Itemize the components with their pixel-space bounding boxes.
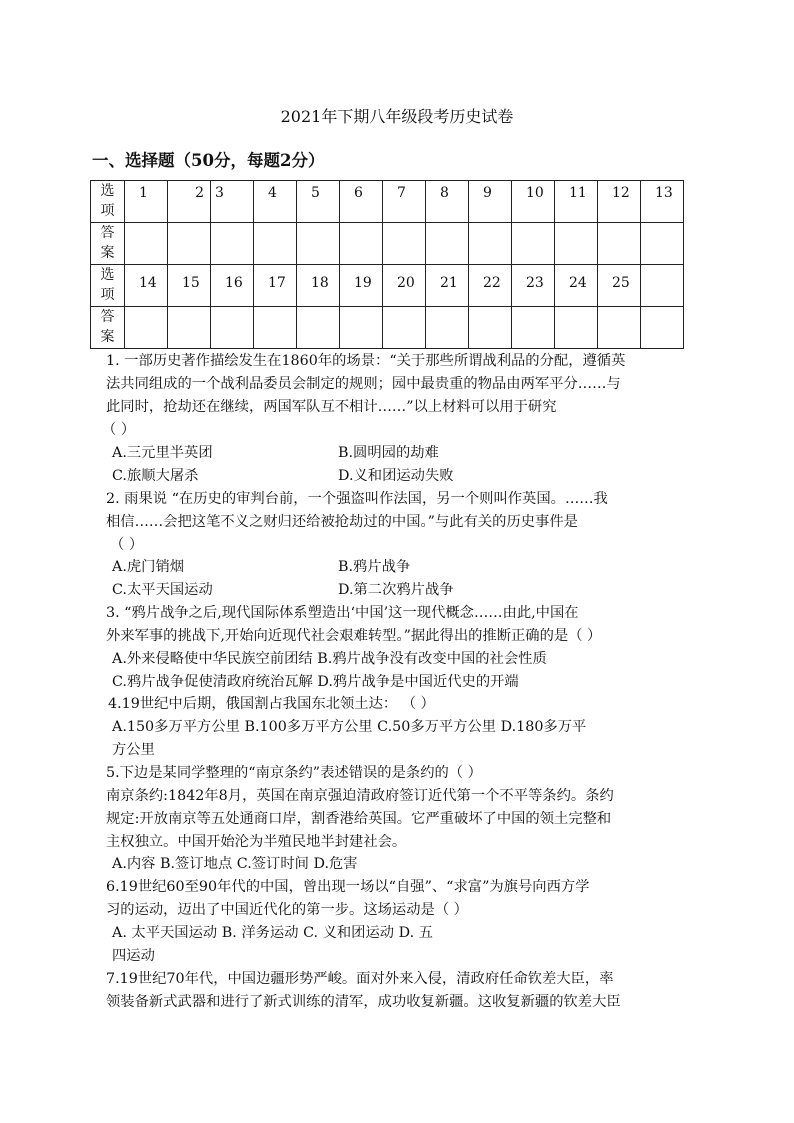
question-number-cell: 22 (469, 265, 512, 307)
question-number-cell: 17 (254, 265, 297, 307)
question-number-cell: 24 (555, 265, 598, 307)
answer-cell[interactable] (383, 223, 426, 265)
question-number-cell: 1 (125, 181, 168, 223)
question-number-cell: 21 (426, 265, 469, 307)
question-1-text: 1. 一部历史著作描绘发生在1860年的场景：“关于那些所谓战利品的分配，遵循英 (106, 353, 626, 369)
question-1-text: 法共同组成的一个战利品委员会制定的规则；园中最贵重的物品由两军平分……与 (106, 376, 621, 392)
question-number-cell: 25 (598, 265, 641, 307)
question-5-text: 主权独立。中国开始沦为半殖民地半封建社会。 (106, 834, 407, 850)
question-number-cell: 4 (254, 181, 297, 223)
row-label-option: 选 项 (91, 181, 125, 223)
answer-cell[interactable] (340, 307, 383, 349)
question-number-cell: 10 (512, 181, 555, 223)
question-3-text: 3. “鸦片战争之后,现代国际体系塑造出‘中国’这一现代概念……由此,中国在 (106, 605, 579, 621)
question-5-text: 南京条约:1842年8月，英国在南京强迫清政府签订近代第一个不平等条约。条约 (106, 788, 614, 804)
question-4-text: 4.19世纪中后期，俄国割占我国东北领土达： （ ） (108, 696, 435, 712)
question-6-options: 四运动 (112, 948, 155, 964)
answer-cell[interactable] (125, 223, 168, 265)
question-6-options: A. 太平天国运动 B. 洋务运动 C. 义和团运动 D. 五 (112, 925, 433, 941)
answer-cell[interactable] (125, 307, 168, 349)
answer-cell[interactable] (598, 307, 641, 349)
question-number-cell: 2 (168, 181, 211, 223)
question-number-cell: 19 (340, 265, 383, 307)
question-2-text: 2. 雨果说 “在历史的审判台前，一个强盗叫作法国，另一个则叫作英国。……我 (106, 491, 608, 507)
question-number-cell: 8 (426, 181, 469, 223)
row-label-answer: 答 案 (91, 223, 125, 265)
answer-cell[interactable] (211, 307, 254, 349)
question-7-text: 领装备新式武器和进行了新式训练的清军，成功收复新疆。这收复新疆的钦差大臣 (106, 994, 621, 1010)
question-number-cell: 11 (555, 181, 598, 223)
answer-cell[interactable] (254, 223, 297, 265)
answer-blank: （ ） (102, 422, 136, 438)
question-5-text: 5.下边是某同学整理的“南京条约”表述错误的是条约的（ ） (106, 765, 482, 781)
answer-cell[interactable] (512, 307, 555, 349)
answer-cell[interactable] (641, 223, 684, 265)
question-number-cell: 13 (641, 181, 684, 223)
answer-cell[interactable] (168, 223, 211, 265)
answer-cell[interactable] (469, 307, 512, 349)
option-b: B.鸦片战争 (338, 559, 411, 575)
question-number-cell: 23 (512, 265, 555, 307)
option-d: D.第二次鸦片战争 (338, 582, 454, 598)
table-row (91, 307, 684, 349)
table-row (91, 181, 684, 223)
answer-cell[interactable] (211, 223, 254, 265)
options-cd: C.鸦片战争促使清政府统治瓦解 D.鸦片战争是中国近代史的开端 (112, 674, 519, 690)
question-5-options: A.内容 B.签订地点 C.签订时间 D.危害 (112, 856, 358, 872)
question-number-cell: 15 (168, 265, 211, 307)
answer-cell[interactable] (383, 307, 426, 349)
question-number-cell: 14 (125, 265, 168, 307)
answer-cell[interactable] (426, 307, 469, 349)
answer-cell[interactable] (641, 307, 684, 349)
option-c: C.太平天国运动 (112, 582, 213, 598)
table-row (91, 265, 684, 307)
option-c: C.旅顺大屠杀 (112, 468, 199, 484)
question-number-cell: 18 (297, 265, 340, 307)
question-6-text: 习的运动，迈出了中国近代化的第一步。这场运动是（ ） (106, 902, 468, 918)
question-1-text: 此同时，抢劫还在继续，两国军队互不相计……”以上材料可以用于研究 (106, 399, 557, 415)
question-3-text: 外来军事的挑战下,开始向近现代社会艰难转型。”据此得出的推断正确的是（ ） (106, 628, 602, 644)
answer-cell[interactable] (598, 223, 641, 265)
question-number-cell: 20 (383, 265, 426, 307)
answer-cell[interactable] (426, 223, 469, 265)
exam-title: 2021年下期八年级段考历史试卷 (280, 107, 514, 126)
question-number-cell (641, 265, 684, 307)
question-number-cell: 3 (211, 181, 254, 223)
answer-cell[interactable] (297, 307, 340, 349)
question-number-cell: 5 (297, 181, 340, 223)
answer-cell[interactable] (512, 223, 555, 265)
answer-cell[interactable] (555, 223, 598, 265)
option-b: B.圆明园的劫难 (338, 445, 439, 461)
question-number-cell: 12 (598, 181, 641, 223)
answer-cell[interactable] (469, 223, 512, 265)
question-2-text: 相信……会把这笔不义之财归还给被抢劫过的中国。”与此有关的历史事件是 (106, 514, 578, 530)
answer-cell[interactable] (168, 307, 211, 349)
question-6-text: 6.19世纪60至90年代的中国，曾出现一场以“自强”、“求富”为旗号向西方学 (106, 879, 590, 895)
answer-cell[interactable] (340, 223, 383, 265)
question-5-text: 规定:开放南京等五处通商口岸，割香港给英国。它严重破坏了中国的领土完整和 (106, 811, 612, 827)
option-a: A.虎门销烟 (112, 559, 185, 575)
option-a: A.三元里半英团 (112, 445, 213, 461)
row-label-answer: 答 案 (91, 307, 125, 349)
answer-cell[interactable] (555, 307, 598, 349)
section-heading: 一、选择题（50分，每题2分） (92, 151, 325, 170)
question-4-options: 方公里 (112, 742, 155, 758)
question-4-options: A.150多万平方公里 B.100多万平方公里 C.50多万平方公里 D.180多万平 (112, 719, 587, 735)
answer-blank: （ ） (110, 537, 144, 553)
question-number-cell: 7 (383, 181, 426, 223)
question-number-cell: 16 (211, 265, 254, 307)
question-number-cell: 6 (340, 181, 383, 223)
row-label-option: 选 项 (91, 265, 125, 307)
table-row (91, 223, 684, 265)
options-ab: A.外来侵略使中华民族空前团结 B.鸦片战争没有改变中国的社会性质 (112, 651, 547, 667)
answer-table (90, 180, 684, 349)
question-7-text: 7.19世纪70年代，中国边疆形势严峻。面对外来入侵，清政府任命钦差大臣，率 (106, 971, 614, 987)
option-d: D.义和团运动失败 (338, 468, 454, 484)
question-number-cell: 9 (469, 181, 512, 223)
answer-cell[interactable] (254, 307, 297, 349)
answer-cell[interactable] (297, 223, 340, 265)
